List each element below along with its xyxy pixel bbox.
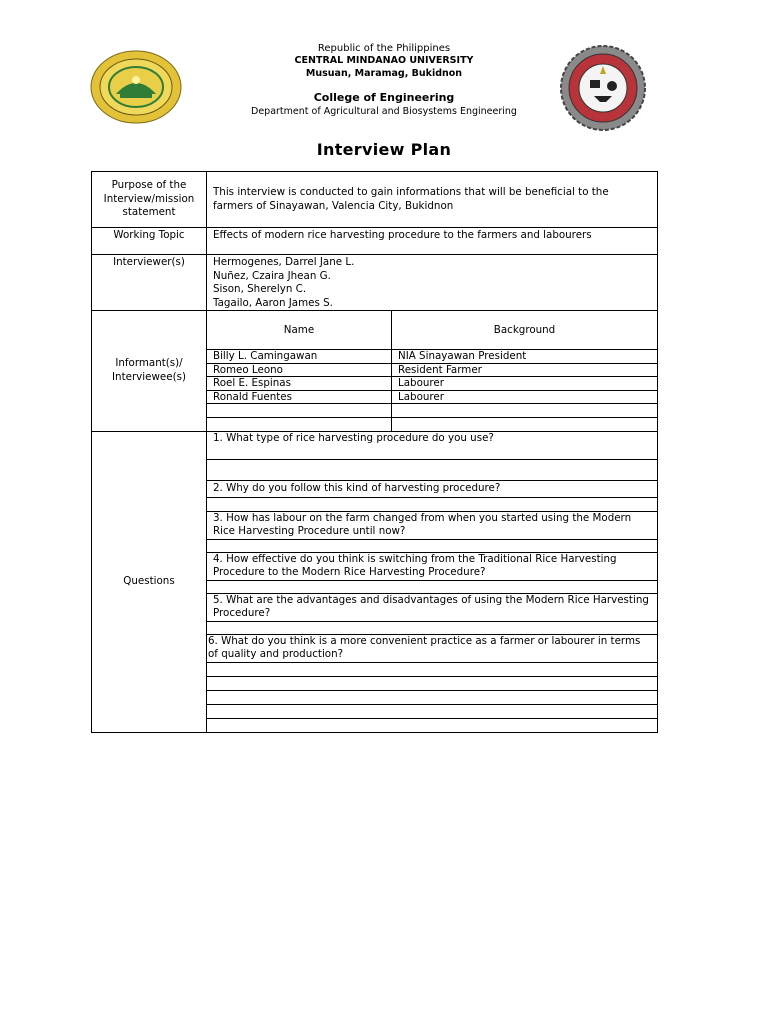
- answer-line: [207, 459, 657, 480]
- question-item: 2. Why do you follow this kind of harvesting procedure?: [207, 480, 657, 497]
- questions-label: Questions: [92, 431, 207, 732]
- informant-background: Labourer: [392, 390, 658, 404]
- questions-row: [92, 431, 658, 732]
- topic-label: Working Topic: [92, 228, 207, 255]
- informant-name: Billy L. Camingawan: [207, 350, 392, 364]
- question-item: 3. How has labour on the farm changed from when you started using the Modern Rice Harvesting Procedure until now?: [207, 511, 657, 539]
- topic-text: Effects of modern rice harvesting procedure to the farmers and labourers: [207, 228, 658, 255]
- interviewers-list: [207, 255, 658, 311]
- purpose-text: This interview is conducted to gain informations that will be beneficial to the farmers of Sinayawan, Valencia City, Bukidnon: [207, 172, 658, 228]
- answer-line: [207, 704, 657, 718]
- answer-line: [207, 676, 657, 690]
- answer-line: [207, 497, 657, 511]
- department-name: Department of Agricultural and Biosystems Engineering: [251, 106, 517, 117]
- informants-table: [207, 311, 657, 431]
- informant-name: Roel E. Espinas: [207, 377, 392, 391]
- informant-row: [207, 390, 657, 404]
- university-address: Musuan, Maramag, Bukidnon: [305, 67, 463, 79]
- interviewer-name: Tagailo, Aaron James S.: [213, 296, 333, 309]
- informant-row-empty: [207, 417, 657, 430]
- answer-line: [207, 690, 657, 704]
- interviewer-name: Hermogenes, Darrel Jane L.: [213, 256, 355, 268]
- answer-line: [207, 718, 657, 732]
- informant-background: Labourer: [392, 377, 658, 391]
- question-item: 4. How effective do you think is switching from the Traditional Rice Harvesting Procedure to the Modern Rice Harvesting Procedure?: [207, 552, 657, 580]
- interview-plan-table: [91, 171, 658, 733]
- republic-line: Republic of the Philippines: [317, 43, 451, 54]
- answer-line: [207, 621, 657, 634]
- informants-label: Informant(s)/ Interviewee(s): [92, 311, 207, 432]
- answer-line: [207, 539, 657, 552]
- informant-name: Ronald Fuentes: [207, 390, 392, 404]
- question-item: 5. What are the advantages and disadvantages of using the Modern Rice Harvesting Procedure?: [207, 593, 657, 621]
- informant-row: [207, 363, 657, 377]
- informant-row: [207, 350, 657, 364]
- document-header: [0, 42, 768, 118]
- question-item: 6. What do you think is a more convenient practice as a farmer or labourer in terms of quality and production?: [207, 634, 657, 662]
- interviewer-name: Nuñez, Czaira Jhean G.: [213, 269, 331, 282]
- informant-name: Romeo Leono: [207, 363, 392, 377]
- informants-header-row: [207, 311, 657, 350]
- interviewers-label: Interviewer(s): [92, 255, 207, 311]
- purpose-row: [92, 172, 658, 228]
- question-item: 1. What type of rice harvesting procedure do you use?: [207, 432, 657, 460]
- purpose-label: Purpose of the Interview/mission statement: [92, 172, 207, 228]
- informants-row: [92, 311, 658, 432]
- answer-line: [207, 580, 657, 593]
- interviewer-name: Sison, Sherelyn C.: [213, 283, 307, 295]
- answer-line: [207, 662, 657, 676]
- questions-table: [207, 432, 657, 732]
- informants-cell: [207, 311, 658, 432]
- questions-cell: [207, 431, 658, 732]
- informant-row: [207, 377, 657, 391]
- informant-background: NIA Sinayawan President: [392, 350, 658, 364]
- background-column-header: Background: [392, 311, 658, 350]
- interviewers-row: [92, 255, 658, 311]
- page-title: Interview Plan: [316, 140, 452, 159]
- college-name: College of Engineering: [313, 91, 455, 104]
- informant-row-empty: [207, 404, 657, 418]
- topic-row: [92, 228, 658, 255]
- informant-background: Resident Farmer: [392, 363, 658, 377]
- university-name: CENTRAL MINDANAO UNIVERSITY: [294, 55, 474, 66]
- name-column-header: Name: [207, 311, 392, 350]
